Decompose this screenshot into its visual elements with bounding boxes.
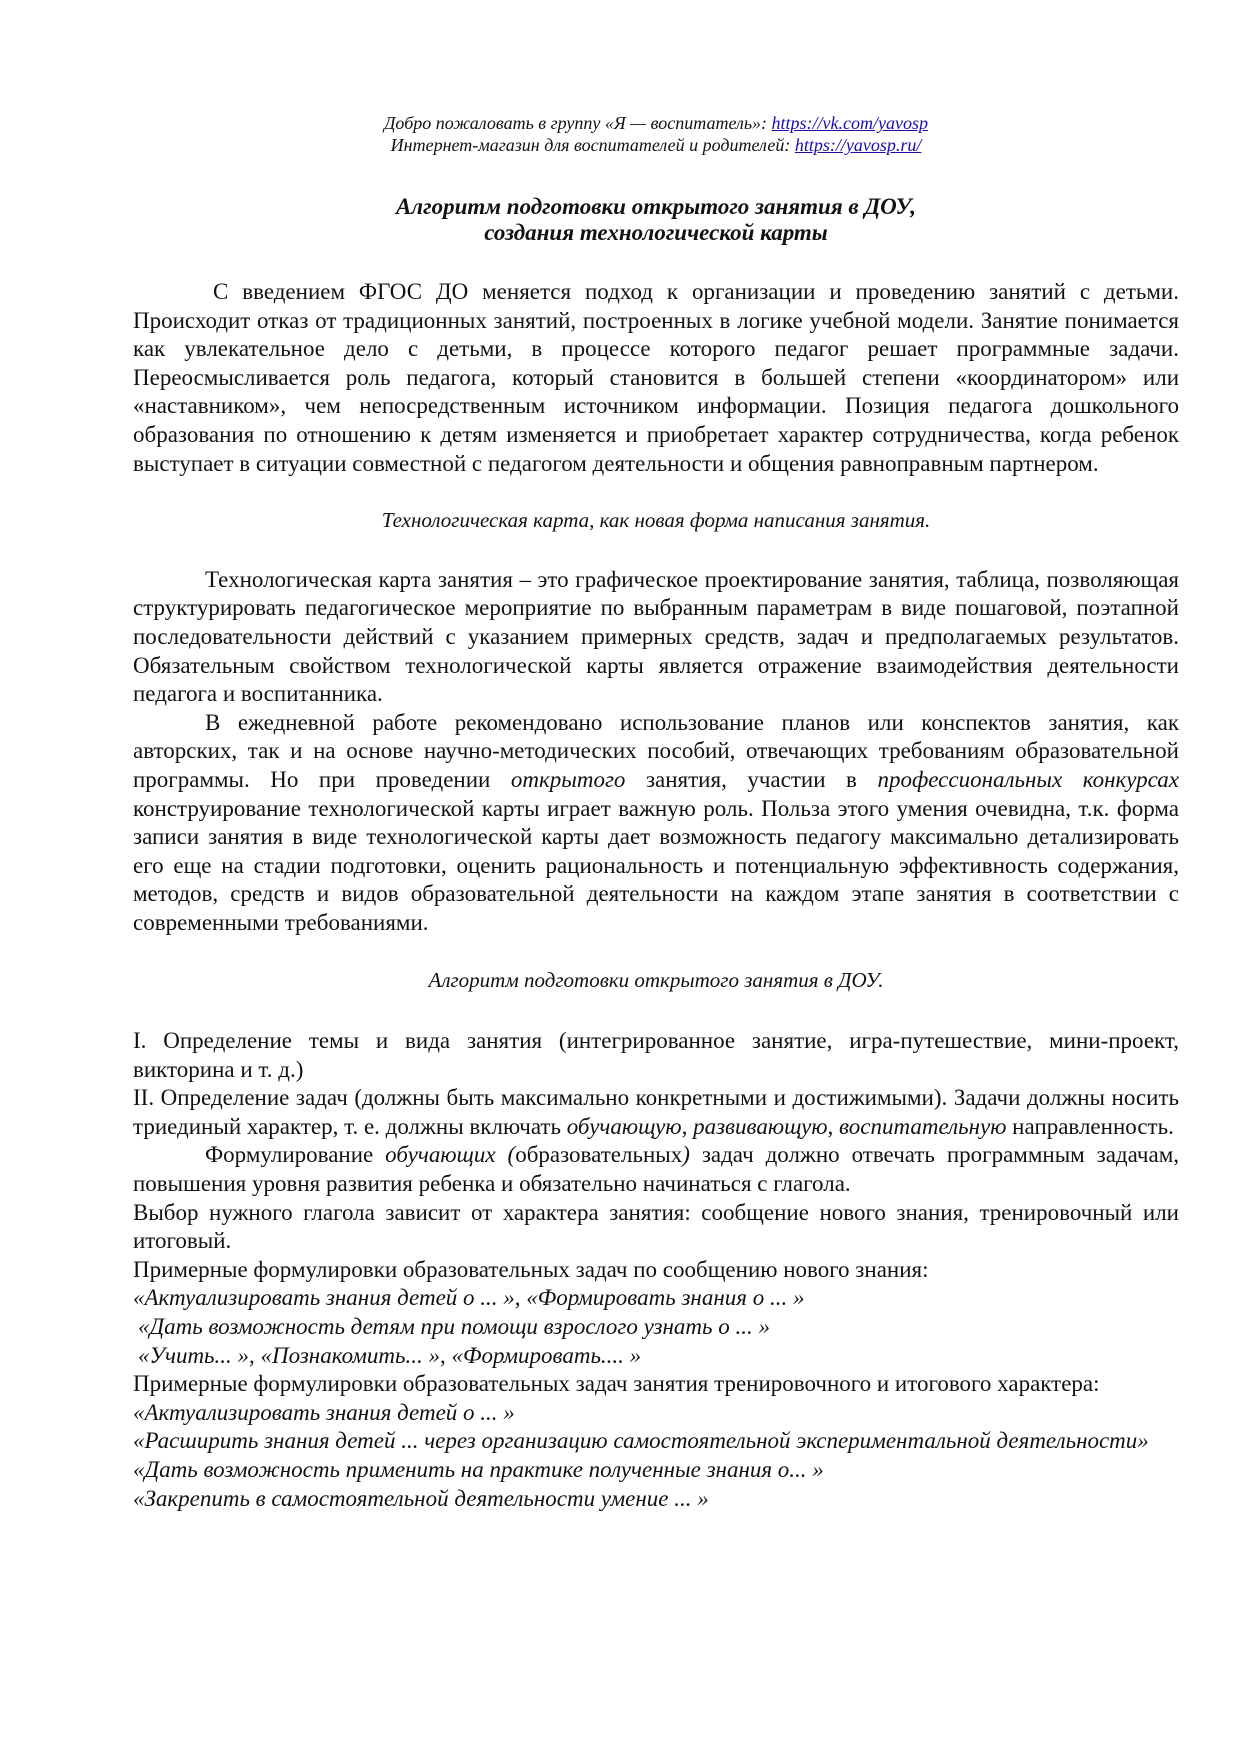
form-text-1: Формулирование [205,1142,386,1168]
example-new-3-sep: , [249,1342,261,1368]
header-line-2 [133,134,1179,156]
item2-text-1: II. Определение задач (должны быть максимально конкретными и достижимыми). Задачи должны носить триединый характер, т. е. должны включать [133,1085,1179,1139]
example-new-3-sep2: , [439,1342,452,1368]
example-new-2: «Дать возможность детям при помощи взрослого узнать о ... » [138,1314,770,1339]
example-new-3b: «Познакомить... » [260,1342,440,1368]
form-text-3: задач должно отвечать программным задачам, повышения уровня развития ребенка и обязательно начинаться с глагола. [133,1142,1179,1197]
para2-italic-open-lesson: открытого [510,766,626,792]
form-italic-2: ) [682,1142,690,1168]
section-1-heading: Технологическая карта, как новая форма написания занятия. [381,508,931,533]
document-title [133,194,1179,246]
section-1-paragraph-1: Технологическая карта занятия – это графическое проектирование занятия, таблица, позволяющая структурировать педагогическое мероприятие по выбранным параметрам в виде пошаговой, поэтапной последовательности действий с указанием примерных средств, задач и предполагаемых результатов. Обязательным свойством технологической карты является отражение взаимодействия деятельности педагога и воспитанника. [133,566,1179,707]
section-1-paragraph-2 [133,709,1179,938]
document-content [133,112,1179,1513]
page-header [133,112,1179,156]
example-new-1a: «Актуализировать знания детей о ... » [133,1285,515,1311]
example-new-1-sep: , [514,1285,527,1311]
para2-text-2: занятия, участии в [625,766,878,792]
verb-choice-paragraph: Выбор нужного глагола зависит от характера занятия: сообщение нового знания, тренировочный или итоговый. [133,1199,1179,1254]
example-new-3 [133,1342,1179,1371]
shop-link[interactable]: https://yavosp.ru/ [794,135,922,155]
example-train-1: «Актуализировать знания детей о ... » [133,1399,515,1425]
form-text-2: образовательных [515,1142,683,1168]
header-line-1 [133,112,1179,134]
examples-new-heading: Примерные формулировки образовательных задач по сообщению нового знания: [133,1256,929,1282]
item2-text-2: направленность. [1006,1113,1174,1139]
para2-text-3: конструирование технологической карты играет важную роль. Польза этого умения очевидна, т.к. форма записи занятия в виде технологической карты дает возможность педагогу максимально детализировать его еще на стадии подготовки, оценить рациональность и потенциальную эффективность содержания, методов, средств и видов образовательной деятельности на каждом этапе занятия в соответствии с современными требованиями. [133,795,1179,935]
example-new-1b: «Формировать знания о ... » [526,1285,805,1311]
form-italic-1: обучающих ( [385,1142,516,1168]
para2-italic-contests: профессиональных конкурсах [877,766,1179,792]
item2-italic-directions: обучающую, развивающую, воспитательную [566,1113,1007,1139]
algorithm-item-2 [133,1084,1179,1141]
header-line-1-text: Добро пожаловать в группу «Я — воспитатель»: [383,113,772,133]
vk-group-link[interactable]: https://vk.com/yavosp [771,113,928,133]
example-train-4: «Закрепить в самостоятельной деятельности умение ... » [133,1485,709,1511]
example-new-3a: «Учить... » [138,1342,250,1368]
title-line-1: Алгоритм подготовки открытого занятия в ДОУ, [395,194,917,219]
para2-text-1: В ежедневной работе рекомендовано использование планов или конспектов занятия, как авторских, так и на основе научно-методических пособий, отвечающих требованиям образовательной программы. Но при проведении [133,709,1179,792]
algorithm-item-1: I. Определение темы и вида занятия (интегрированное занятие, игра-путешествие, мини-проект, викторина и т. д.) [133,1028,1179,1082]
intro-paragraph: С введением ФГОС ДО меняется подход к организации и проведению занятий с детьми. Происходит отказ от традиционных занятий, построенных в логике учебной модели. Занятие понимается как увлекательное дело с детьми, в процессе которого педагог решает программные задачи. Переосмысливается роль педагога, который становится в большей степени «координатором» или «наставником», чем непосредственным источником информации. Позиция педагога дошкольного образования по отношению к детям изменяется и приобретает характер сотрудничества, когда ребенок выступает в ситуации совместной с педагогом деятельности и общения равноправным партнером. [133,279,1179,476]
title-line-2: создания технологической карты [484,220,828,245]
examples-train-heading: Примерные формулировки образовательных задач занятия тренировочного и итогового характера: [133,1371,1100,1397]
header-line-2-text: Интернет-магазин для воспитателей и родителей: [390,135,795,155]
example-train-3: «Дать возможность применить на практике полученные знания о... » [133,1456,824,1482]
example-new-3c: «Формировать.... » [451,1342,642,1368]
example-train-2: «Расширить знания детей ... через организацию самостоятельной экспериментальной деятельности» [133,1428,1149,1454]
section-2-heading: Алгоритм подготовки открытого занятия в ДОУ. [428,968,884,993]
formulation-paragraph [133,1141,1179,1198]
example-new-1 [133,1284,1179,1313]
